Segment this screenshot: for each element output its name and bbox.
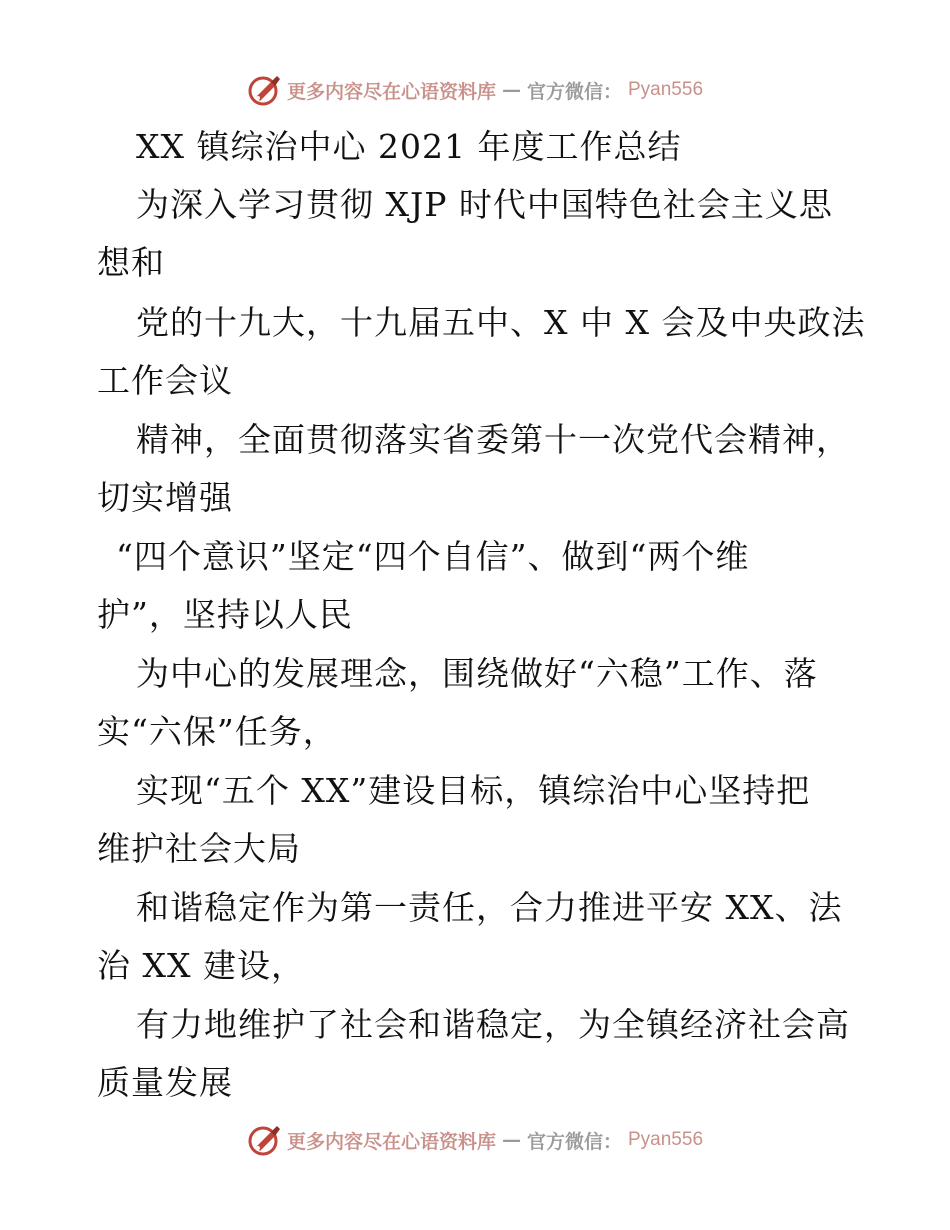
- paragraph-line: 治 XX 建设，: [97, 946, 305, 985]
- paragraph-line: 精神，全面贯彻落实省委第十一次党代会精神，: [136, 420, 850, 459]
- paragraph-line: 有力地维护了社会和谐稳定，为全镇经济社会高: [136, 1005, 850, 1044]
- watermark-main-text: 更多内容尽在心语资料库: [286, 1130, 496, 1153]
- watermark-sub-text: 官方微信：: [526, 1130, 622, 1153]
- footer-watermark: [0, 1120, 950, 1160]
- paragraph-line: 为深入学习贯彻 XJP 时代中国特色社会主义思: [136, 185, 833, 224]
- header-watermark: [0, 70, 950, 110]
- paragraph-line: 实“六保”任务，: [97, 712, 337, 751]
- paragraph-line: 和谐稳定作为第一责任，合力推进平安 XX、法: [136, 888, 843, 927]
- paragraph-line: “四个意识”坚定“四个自信”、做到“两个维: [116, 537, 750, 576]
- paragraph-line: 实现“五个 XX”建设目标，镇综治中心坚持把: [136, 771, 811, 810]
- watermark-dash: —: [501, 79, 521, 101]
- paragraph-line: 维护社会大局: [97, 829, 301, 868]
- watermark-main-text: 更多内容尽在心语资料库: [286, 80, 496, 103]
- paragraph-line: 质量发展: [97, 1063, 233, 1102]
- paragraph-line: 为中心的发展理念，围绕做好“六稳”工作、落: [136, 654, 818, 693]
- watermark-id-text: Pyan556: [628, 79, 704, 100]
- pen-logo-icon: [247, 1123, 281, 1157]
- paragraph-line: 工作会议: [97, 361, 233, 400]
- paragraph-line: 想和: [97, 243, 165, 282]
- watermark-sub-text: 官方微信：: [526, 80, 622, 103]
- watermark-id-text: Pyan556: [628, 1129, 704, 1150]
- paragraph-line: 护”，坚持以人民: [97, 595, 353, 634]
- watermark-dash: —: [501, 1129, 521, 1151]
- paragraph-line: 党的十九大，十九届五中、X 中 X 会及中央政法: [136, 303, 866, 342]
- pen-logo-icon: [247, 73, 281, 107]
- document-title: XX 镇综治中心 2021 年度工作总结: [136, 127, 682, 166]
- paragraph-line: 切实增强: [97, 478, 233, 517]
